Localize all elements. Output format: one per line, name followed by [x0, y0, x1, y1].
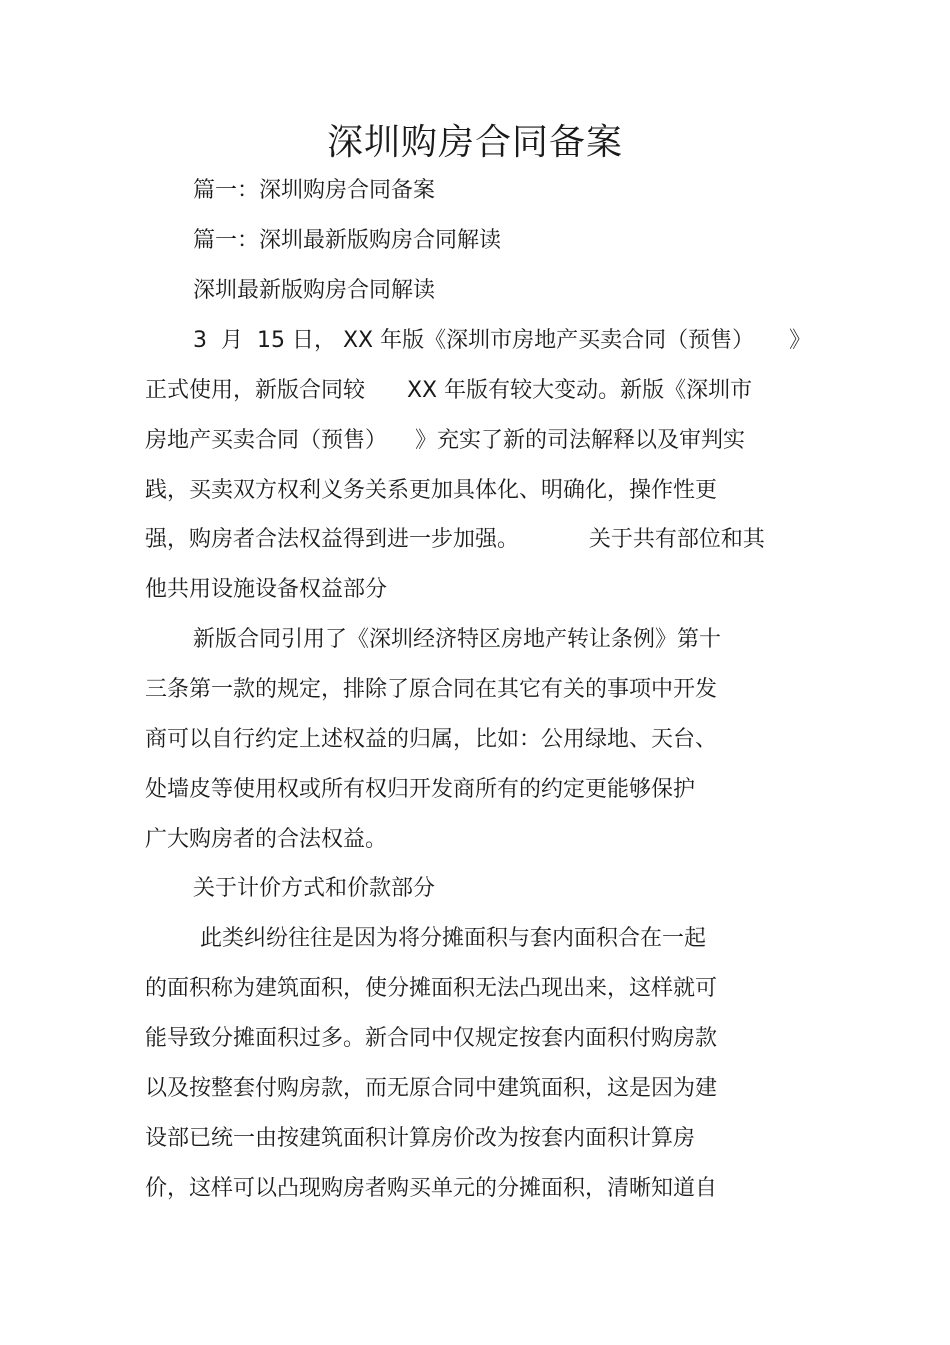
text-line-10: 新版合同引用了《深圳经济特区房地产转让条例》第十 [193, 627, 722, 652]
text-line-8: 强，购房者合法权益得到进一步加强。 关于共有部位和其 [145, 527, 765, 552]
document-title: 深圳购房合同备案 [326, 122, 623, 163]
text-line-7: 践，买卖双方权利义务关系更加具体化、明确化，操作性更 [145, 478, 718, 503]
text-line-11: 三条第一款的规定，排除了原合同在其它有关的事项中开发 [145, 677, 718, 702]
text-line-14: 广大购房者的合法权益。 [145, 827, 388, 852]
text-line-5: 正式使用，新版合同较 XX 年版有较大变动。新版《深圳市 [145, 378, 753, 403]
text-line-17: 的面积称为建筑面积，使分摊面积无法凸现出来，这样就可 [145, 976, 718, 1001]
text-line-9: 他共用设施设备权益部分 [145, 577, 388, 602]
text-line-16: 此类纠纷往往是因为将分摊面积与套内面积合在一起 [193, 926, 706, 951]
text-line-2: 篇一：深圳最新版购房合同解读 [193, 228, 502, 253]
text-line-15: 关于计价方式和价款部分 [193, 876, 436, 901]
text-line-1: 篇一：深圳购房合同备案 [193, 178, 436, 203]
text-line-4: 3 月 15 日， XX 年版《深圳市房地产买卖合同（预售） 》 [193, 328, 812, 353]
text-line-13: 处墙皮等使用权或所有权归开发商所有的约定更能够保护 [145, 777, 696, 802]
text-line-21: 价，这样可以凸现购房者购买单元的分摊面积，清晰知道自 [145, 1176, 718, 1201]
text-line-20: 设部已统一由按建筑面积计算房价改为按套内面积计算房 [145, 1126, 696, 1151]
text-line-18: 能导致分摊面积过多。新合同中仅规定按套内面积付购房款 [145, 1026, 718, 1051]
text-line-3: 深圳最新版购房合同解读 [193, 278, 436, 303]
text-line-19: 以及按整套付购房款，而无原合同中建筑面积，这是因为建 [145, 1076, 718, 1101]
text-line-12: 商可以自行约定上述权益的归属，比如：公用绿地、天台、 [145, 727, 718, 752]
text-line-6: 房地产买卖合同（预售） 》充实了新的司法解释以及审判实 [145, 428, 745, 453]
